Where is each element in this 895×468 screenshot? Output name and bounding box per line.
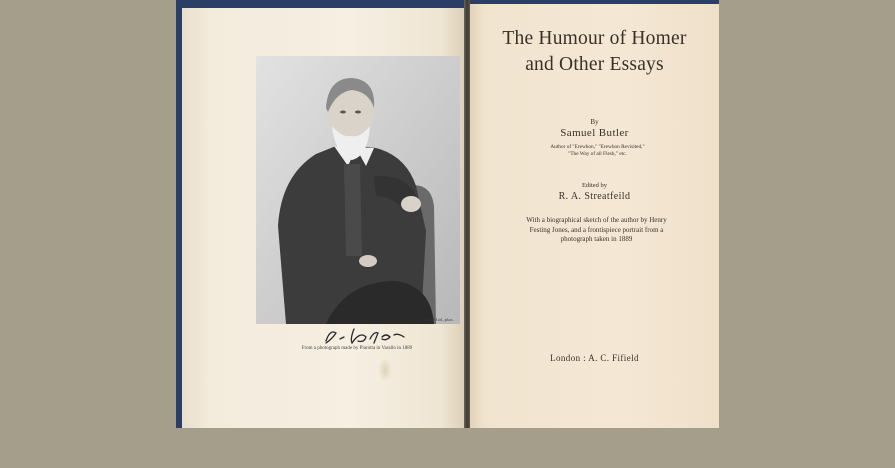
- author-works: [510, 144, 685, 158]
- portrait-caption: From a photograph made by Piarotta in Varallo in 1889: [301, 346, 413, 351]
- title-page: [470, 4, 719, 428]
- works-line: Author of "Erewhon," "Erewhon Revisited,": [550, 144, 645, 150]
- author-name: Samuel Butler: [560, 127, 629, 139]
- sketch-note: [484, 216, 709, 245]
- edited-by-label: Edited by: [581, 182, 608, 189]
- sketch-line: Festing Jones, and a frontispiece portrait from a: [529, 225, 664, 234]
- open-book: [176, 0, 719, 428]
- paper-stain: [378, 358, 392, 382]
- editor-name: R. A. Streatfeild: [558, 191, 631, 202]
- sketch-line: With a biographical sketch of the author by Henry: [526, 216, 667, 224]
- works-line: "The Way of all Flesh," etc.: [568, 151, 627, 157]
- frontispiece-page: [182, 8, 464, 428]
- by-label: By: [590, 118, 599, 126]
- portrait-image: [256, 56, 460, 324]
- sketch-line: photograph taken in 1889: [560, 235, 633, 243]
- book-title: [470, 26, 719, 78]
- title-line: and Other Essays: [525, 54, 664, 75]
- title-line: The Humour of Homer: [502, 28, 687, 49]
- publisher-imprint: London : A. C. Fifield: [550, 353, 639, 363]
- author-portrait-photo: [256, 56, 460, 324]
- author-signature: [320, 325, 410, 347]
- photo-credit: Emery Walker Ltd., ph.sc.: [412, 317, 454, 322]
